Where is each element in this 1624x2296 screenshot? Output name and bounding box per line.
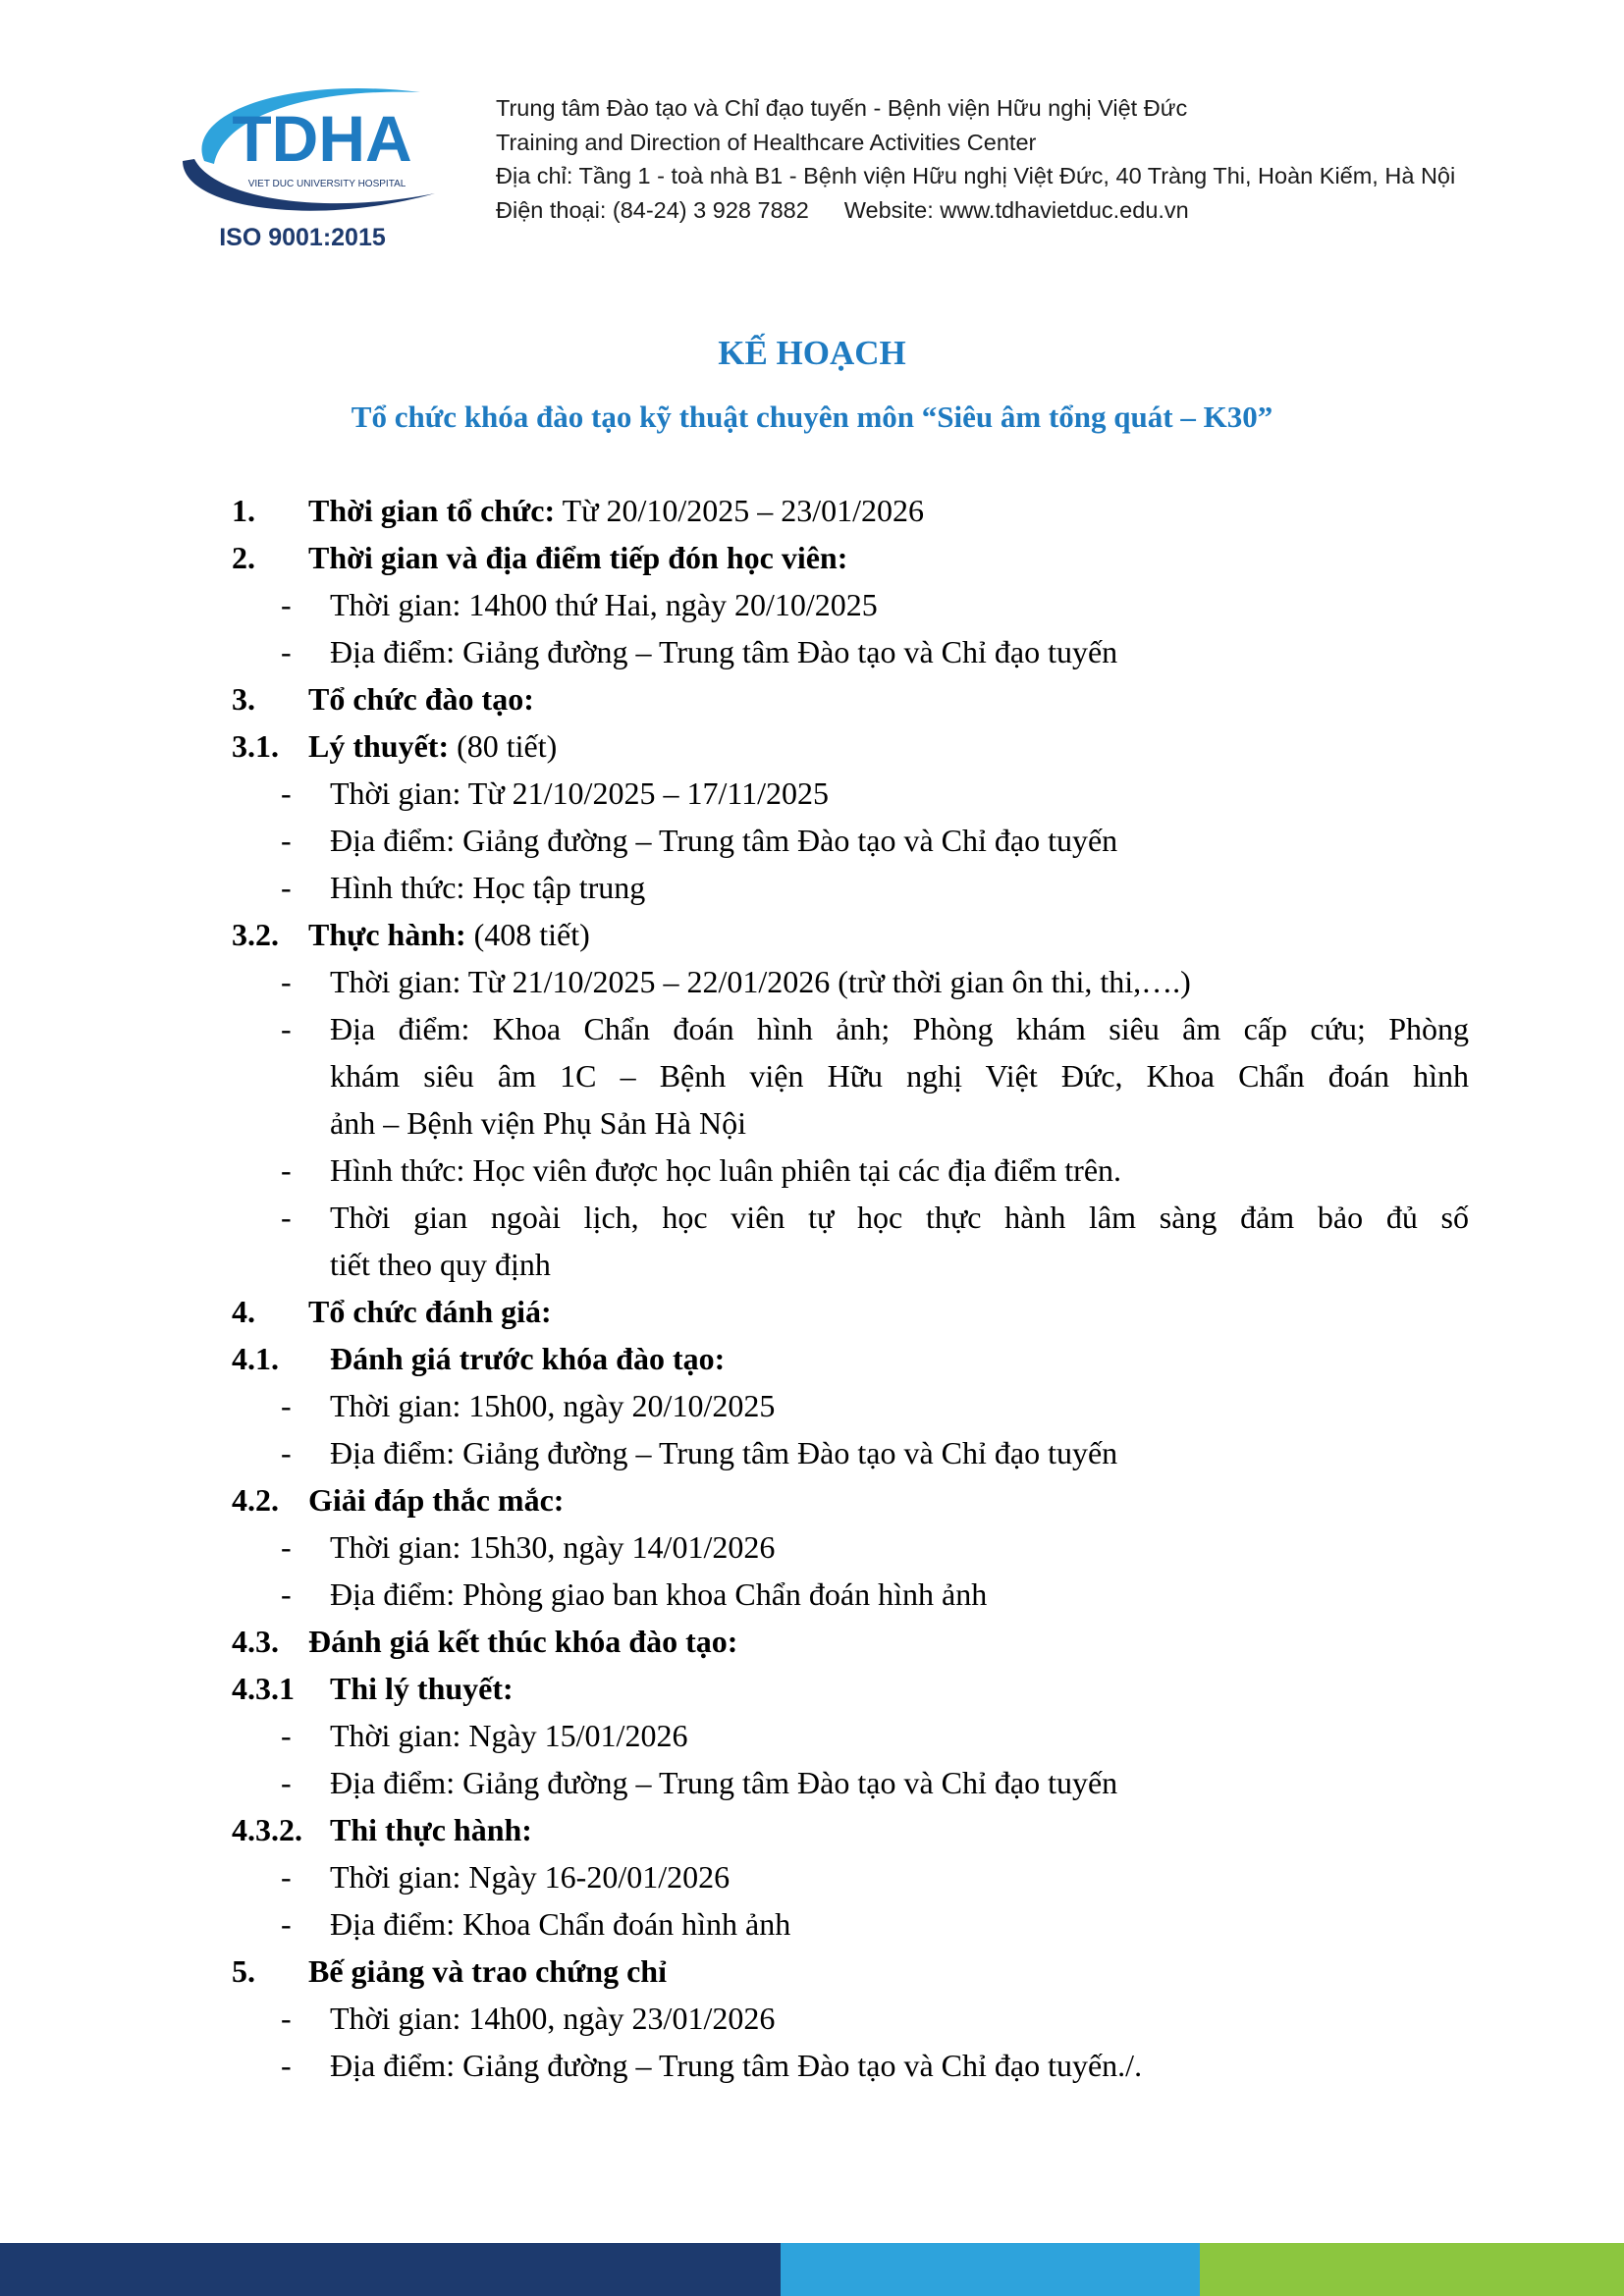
list-item: - Thời gian: 14h00, ngày 23/01/2026	[0, 1995, 1624, 2042]
list-item: - Thời gian: 15h30, ngày 14/01/2026	[0, 1523, 1624, 1571]
bullet: -	[281, 1152, 292, 1188]
list-item: - Thời gian: 15h00, ngày 20/10/2025	[0, 1382, 1624, 1429]
list-item: - Địa điểm: Giảng đường – Trung tâm Đào tạo và Chỉ đạo tuyến	[0, 628, 1624, 675]
document-subtitle: Tổ chức khóa đào tạo kỹ thuật chuyên môn “Siêu âm tổng quát – K30”	[351, 400, 1273, 434]
section-heading: Thực hành:	[308, 917, 466, 952]
list-item-continuation: tiết theo quy định	[330, 1247, 551, 1282]
bullet: -	[281, 1529, 292, 1565]
bullet: -	[281, 1859, 292, 1895]
list-item: - Địa điểm: Giảng đường – Trung tâm Đào tạo và Chỉ đạo tuyến	[0, 1429, 1624, 1476]
logo-text: TDHA	[232, 102, 412, 175]
list-item: - Thời gian: Từ 21/10/2025 – 22/01/2026 (trừ thời gian ôn thi, thi,….)	[0, 958, 1624, 1005]
bullet: -	[281, 587, 292, 622]
section-4-3-1	[0, 1665, 1624, 1712]
tdha-logo	[175, 71, 469, 257]
bullet: -	[281, 634, 292, 669]
center-address: Địa chỉ: Tầng 1 - toà nhà B1 - Bệnh viện Hữu nghị Việt Đức, 40 Tràng Thi, Hoàn Kiếm, Hà Nội	[496, 163, 1456, 188]
bullet: -	[281, 1765, 292, 1800]
section-heading: Bế giảng và trao chứng chỉ	[308, 1953, 667, 1989]
section-value: (80 tiết)	[449, 728, 558, 764]
list-item: - Thời gian: Ngày 15/01/2026	[0, 1712, 1624, 1759]
list-item: - Địa điểm: Giảng đường – Trung tâm Đào tạo và Chỉ đạo tuyến	[0, 817, 1624, 864]
section-heading: Lý thuyết:	[308, 728, 450, 764]
phone: Điện thoại: (84-24) 3 928 7882	[496, 196, 809, 223]
bullet: -	[281, 964, 292, 999]
section-1	[0, 487, 1624, 534]
section-number: 4.2.	[232, 1482, 279, 1518]
footer-bar-blue	[781, 2243, 1200, 2296]
list-item: - Địa điểm: Khoa Chẩn đoán hình ảnh; Phòng khám siêu âm cấp cứu; Phòng	[0, 1005, 1624, 1052]
list-item: - Hình thức: Học tập trung	[0, 864, 1624, 911]
footer-bar-navy	[0, 2243, 781, 2296]
bullet: -	[281, 1435, 292, 1470]
list-item: - Thời gian: Ngày 16-20/01/2026	[0, 1853, 1624, 1900]
center-name-en: Training and Direction of Healthcare Activities Center	[496, 129, 1037, 155]
section-heading: Tổ chức đánh giá:	[308, 1294, 552, 1329]
list-item: - Hình thức: Học viên được học luân phiên tại các địa điểm trên.	[0, 1147, 1624, 1194]
bullet: -	[281, 1200, 292, 1235]
bullet: -	[281, 775, 292, 811]
plan-content	[0, 487, 1624, 2089]
section-heading: Thi lý thuyết:	[330, 1671, 514, 1706]
section-number: 3.1.	[232, 728, 279, 764]
footer-color-bar	[0, 2243, 1624, 2296]
section-heading: Thời gian và địa điểm tiếp đón học viên:	[308, 540, 848, 575]
logo-tagline: VIET DUC UNIVERSITY HOSPITAL	[247, 179, 406, 189]
list-item: - Địa điểm: Phòng giao ban khoa Chẩn đoán hình ảnh	[0, 1571, 1624, 1618]
list-item: - Thời gian ngoài lịch, học viên tự học thực hành lâm sàng đảm bảo đủ số	[0, 1194, 1624, 1241]
bullet: -	[281, 2001, 292, 2036]
bullet: -	[281, 1906, 292, 1942]
section-heading: Thời gian tổ chức:	[308, 493, 556, 528]
section-3	[0, 675, 1624, 722]
section-heading: Giải đáp thắc mắc:	[308, 1482, 565, 1518]
section-5	[0, 1948, 1624, 1995]
bullet: -	[281, 823, 292, 858]
header-info	[496, 91, 1455, 227]
section-4-3-2	[0, 1806, 1624, 1853]
bullet: -	[281, 1718, 292, 1753]
section-4	[0, 1288, 1624, 1335]
section-4-3	[0, 1618, 1624, 1665]
list-item-continuation: ảnh – Bệnh viện Phụ Sản Hà Nội	[330, 1105, 746, 1141]
list-item: - Địa điểm: Giảng đường – Trung tâm Đào tạo và Chỉ đạo tuyến./.	[0, 2042, 1624, 2089]
section-number: 4.3.	[232, 1624, 279, 1659]
section-number: 4.1.	[232, 1341, 279, 1376]
section-number: 3.2.	[232, 917, 279, 952]
section-heading: Đánh giá trước khóa đào tạo:	[330, 1341, 726, 1376]
section-heading: Thi thực hành:	[330, 1812, 532, 1847]
bullet: -	[281, 2048, 292, 2083]
section-3-2	[0, 911, 1624, 958]
section-number: 3.	[232, 681, 255, 717]
section-number: 4.3.2.	[232, 1812, 302, 1847]
section-3-1	[0, 722, 1624, 770]
center-contact	[496, 193, 1455, 228]
bullet: -	[281, 1388, 292, 1423]
list-item: - Thời gian: 14h00 thứ Hai, ngày 20/10/2025	[0, 581, 1624, 628]
list-item: - Địa điểm: Giảng đường – Trung tâm Đào tạo và Chỉ đạo tuyến	[0, 1759, 1624, 1806]
bullet: -	[281, 1576, 292, 1612]
section-number: 4.3.1	[232, 1671, 295, 1706]
section-heading: Đánh giá kết thúc khóa đào tạo:	[308, 1624, 738, 1659]
footer-bar-green	[1200, 2243, 1624, 2296]
section-value: (408 tiết)	[465, 917, 590, 952]
list-item: - Thời gian: Từ 21/10/2025 – 17/11/2025	[0, 770, 1624, 817]
section-value: Từ 20/10/2025 – 23/01/2026	[555, 493, 925, 528]
section-number: 1.	[232, 493, 255, 528]
iso-label: ISO 9001:2015	[219, 224, 386, 251]
center-name-vi: Trung tâm Đào tạo và Chỉ đạo tuyến - Bệnh viện Hữu nghị Việt Đức	[496, 95, 1188, 121]
section-heading: Tổ chức đào tạo:	[308, 681, 534, 717]
section-number: 4.	[232, 1294, 255, 1329]
bullet: -	[281, 870, 292, 905]
section-4-2	[0, 1476, 1624, 1523]
bullet: -	[281, 1011, 292, 1046]
section-2	[0, 534, 1624, 581]
section-4-1	[0, 1335, 1624, 1382]
list-item-continuation: khám siêu âm 1C – Bệnh viện Hữu nghị Việt Đức, Khoa Chẩn đoán hình	[330, 1058, 1469, 1094]
section-number: 5.	[232, 1953, 255, 1989]
list-item: - Địa điểm: Khoa Chẩn đoán hình ảnh	[0, 1900, 1624, 1948]
website-link[interactable]: Website: www.tdhavietduc.edu.vn	[843, 196, 1189, 223]
section-number: 2.	[232, 540, 255, 575]
document-title: KẾ HOẠCH	[718, 334, 906, 372]
